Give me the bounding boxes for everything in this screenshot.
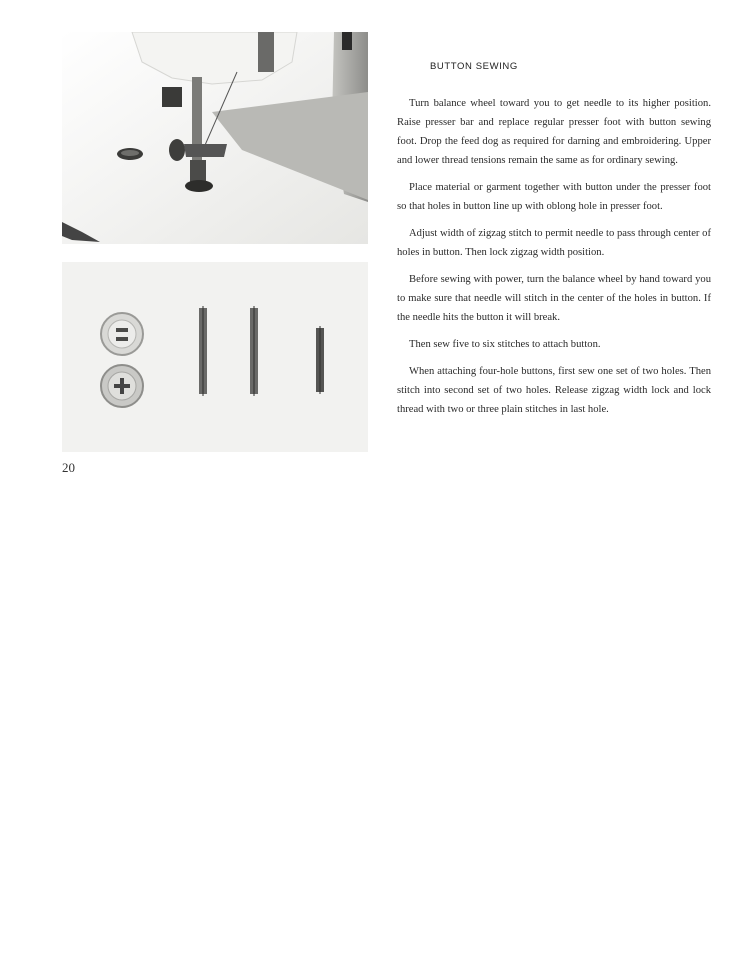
presser-foot-photo	[62, 32, 368, 244]
presser-foot-illustration	[62, 32, 368, 244]
button-stitch-illustration	[62, 262, 368, 452]
zigzag-stitch-long-2	[250, 306, 258, 396]
paragraph-2: Place material or garment together with button under the presser foot so that holes in button line up with oblong hole in presser foot.	[397, 182, 711, 212]
zigzag-stitch-long-1	[199, 306, 207, 396]
paragraph-6: When attaching four-hole buttons, first sew one set of two holes. Then stitch into second set of two holes. Release zigzag width lock and lock thread with two or three plain stitches in last hole.	[397, 366, 711, 415]
instruction-text	[397, 94, 738, 434]
section-heading: BUTTON SEWING	[430, 61, 518, 72]
page-number: 20	[62, 460, 75, 475]
paragraph-3: Adjust width of zigzag stitch to permit needle to pass through center of holes in button. Then lock zigzag width position.	[397, 228, 711, 258]
zigzag-stitch-short	[316, 326, 324, 394]
paragraph-1: Turn balance wheel toward you to get needle to its higher position. Raise presser bar and replace regular presser foot with button sewing foot. Drop the feed dog as required for darning and embroidering. Upper and lower thread tensions remain the same as for ordinary sewing.	[397, 98, 711, 166]
paragraph-4: Before sewing with power, turn the balance wheel by hand toward you to make sure that needle will stitch in the center of the holes in button. If the needle hits the button it will break.	[397, 274, 711, 323]
button-stitch-samples-photo	[62, 262, 368, 452]
paragraph-5: Then sew five to six stitches to attach button.	[409, 339, 601, 350]
